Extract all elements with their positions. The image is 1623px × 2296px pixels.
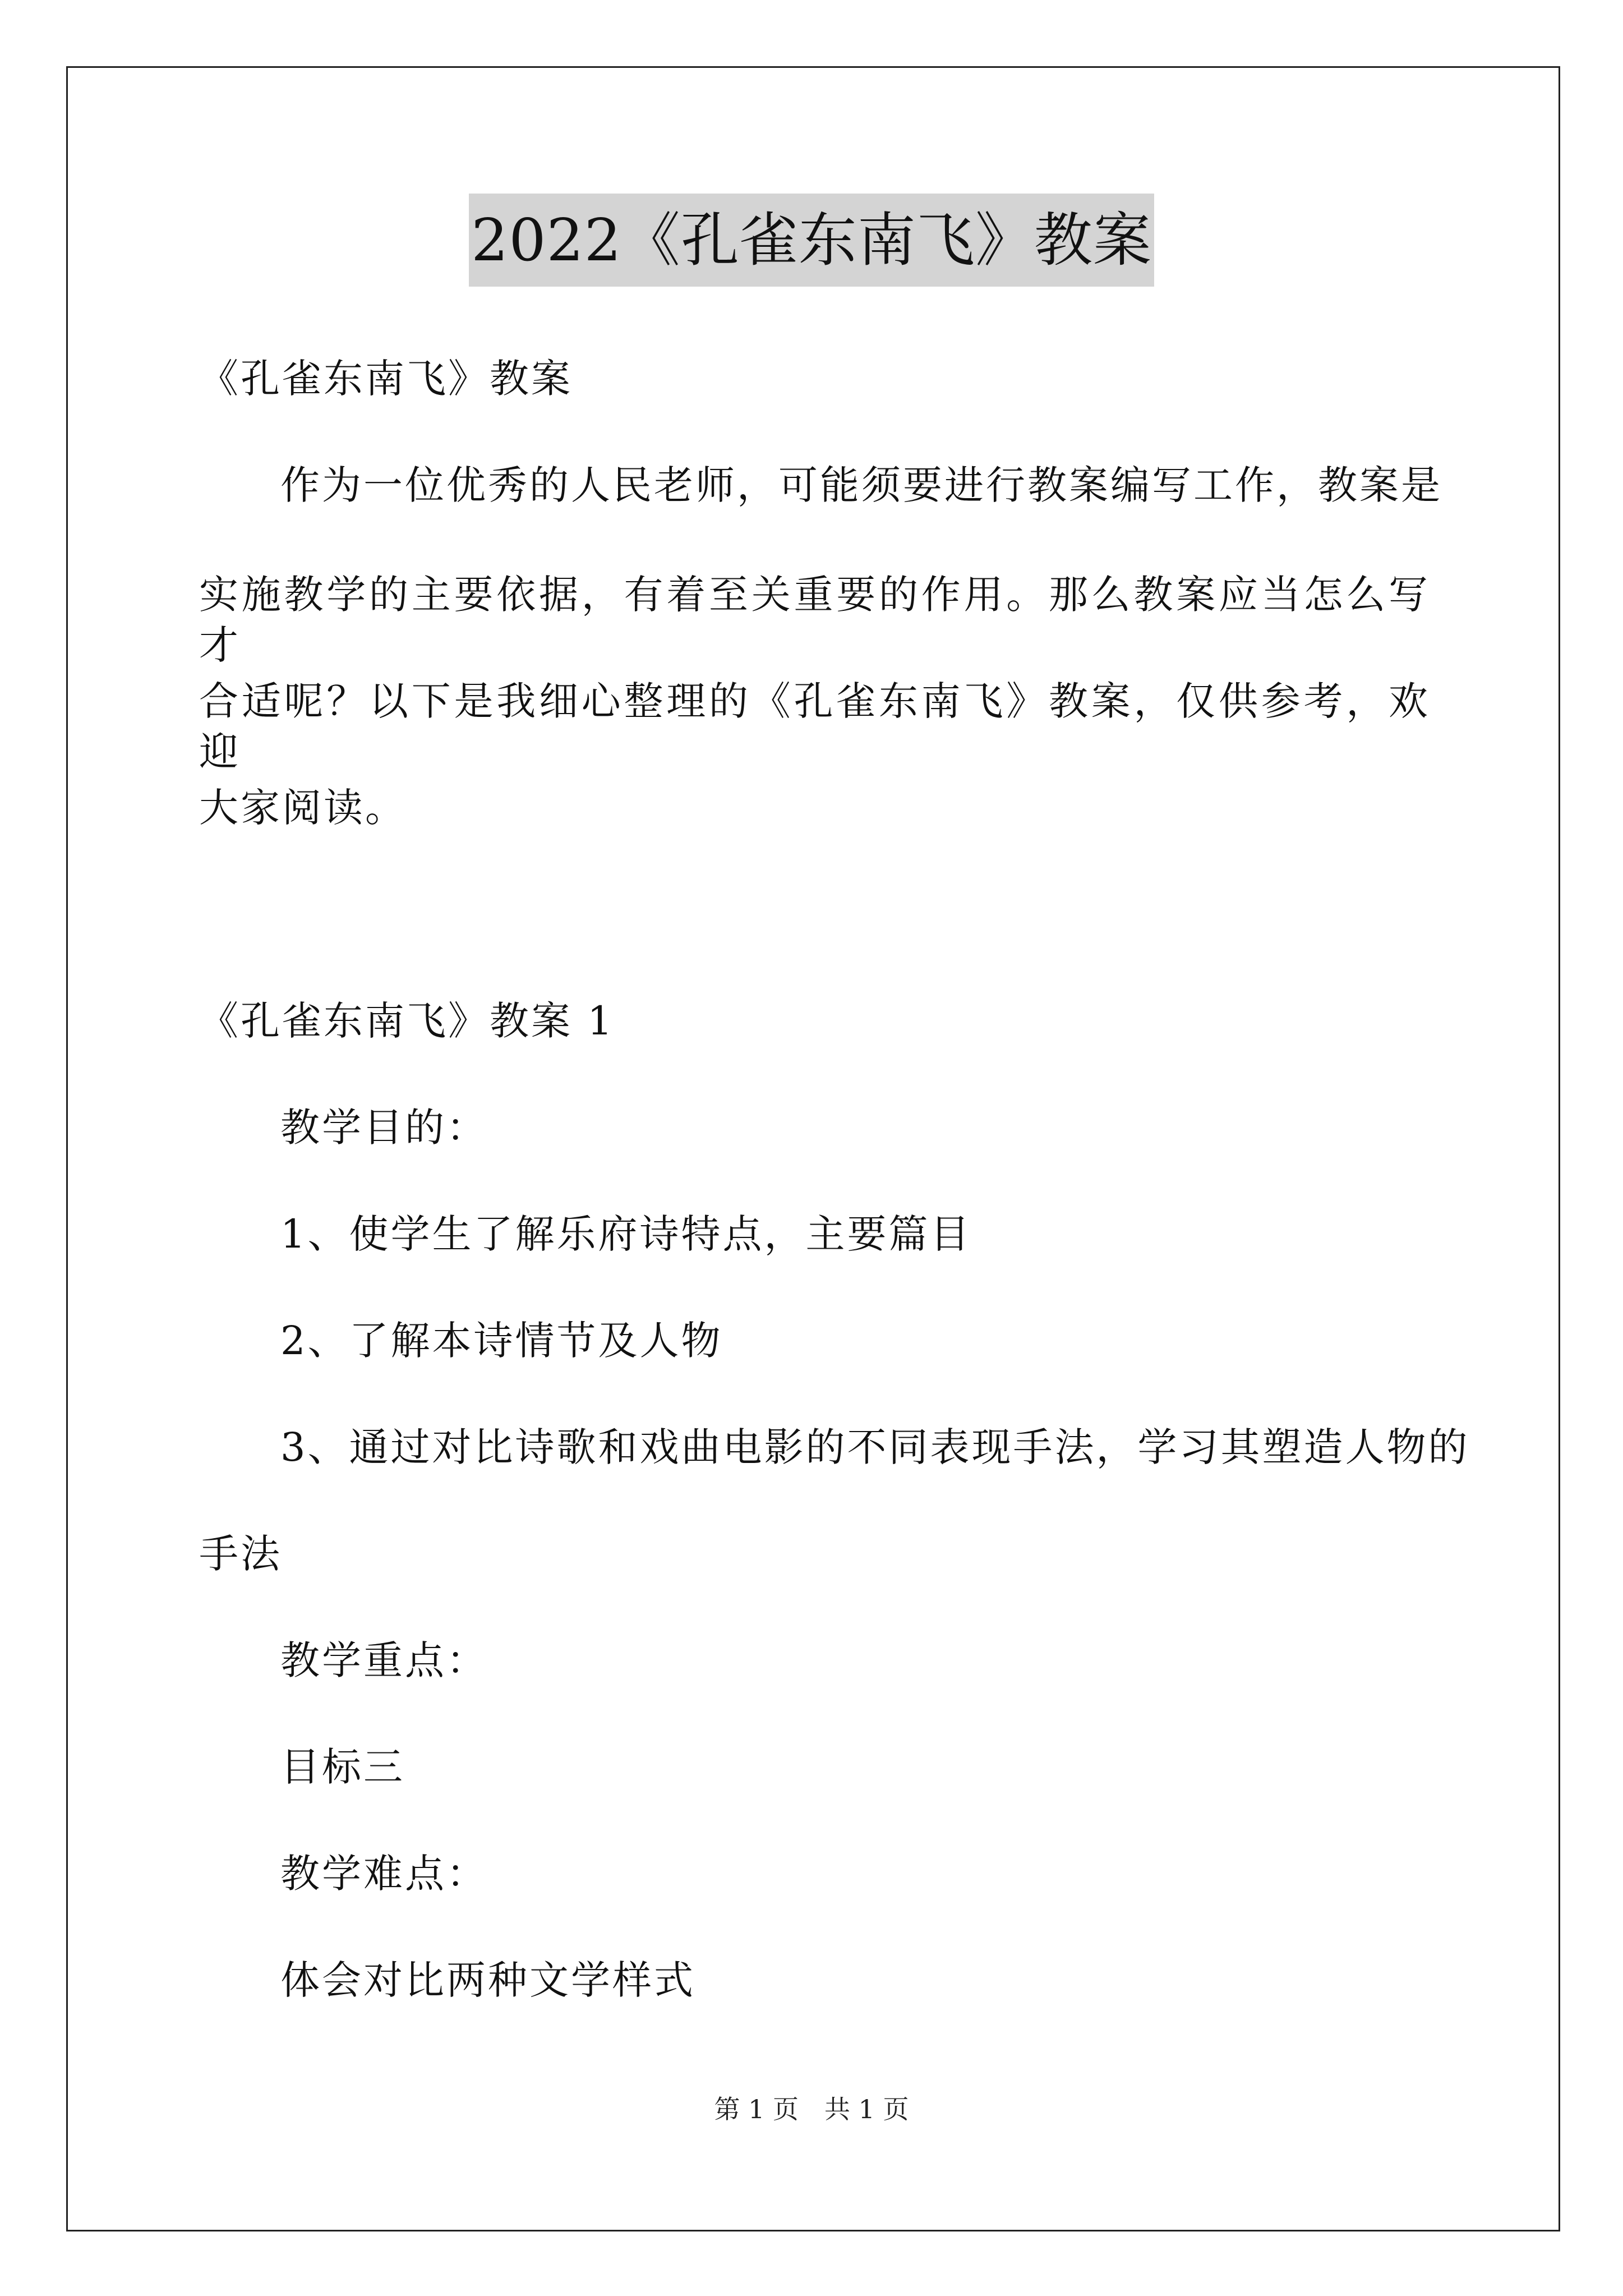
difficulty-label: 教学难点： <box>280 1851 488 1897</box>
goal-item-3: 3、通过对比诗歌和戏曲电影的不同表现手法，学习其塑造人物的 <box>280 1424 1470 1470</box>
goal-item-1: 1、使学生了解乐府诗特点，主要篇目 <box>280 1211 972 1257</box>
teaching-goal-label: 教学目的： <box>280 1105 488 1151</box>
section-heading: 《孔雀东南飞》教案 1 <box>199 998 615 1044</box>
difficulty: 体会对比两种文学样式 <box>280 1957 695 2003</box>
subtitle: 《孔雀东南飞》教案 <box>199 356 573 402</box>
key-point: 目标三 <box>280 1744 405 1790</box>
page-number-footer: 第 1 页 共 1 页 <box>714 2094 909 2124</box>
goal-item-3-continued: 手法 <box>199 1531 282 1577</box>
document-title: 2022《孔雀东南飞》教案 <box>469 194 1154 287</box>
intro-line-1: 作为一位优秀的人民老师，可能须要进行教案编写工作，教案是 <box>280 462 1442 508</box>
intro-line-3: 合适呢？以下是我细心整理的《孔雀东南飞》教案，仅供参考，欢迎 <box>199 678 1430 775</box>
key-point-label: 教学重点： <box>280 1637 488 1683</box>
intro-line-2: 实施教学的主要依据，有着至关重要的作用。那么教案应当怎么写才 <box>199 572 1430 668</box>
goal-item-2: 2、了解本诗情节及人物 <box>280 1318 723 1364</box>
title-container <box>0 194 1623 287</box>
intro-line-4: 大家阅读。 <box>199 785 407 831</box>
